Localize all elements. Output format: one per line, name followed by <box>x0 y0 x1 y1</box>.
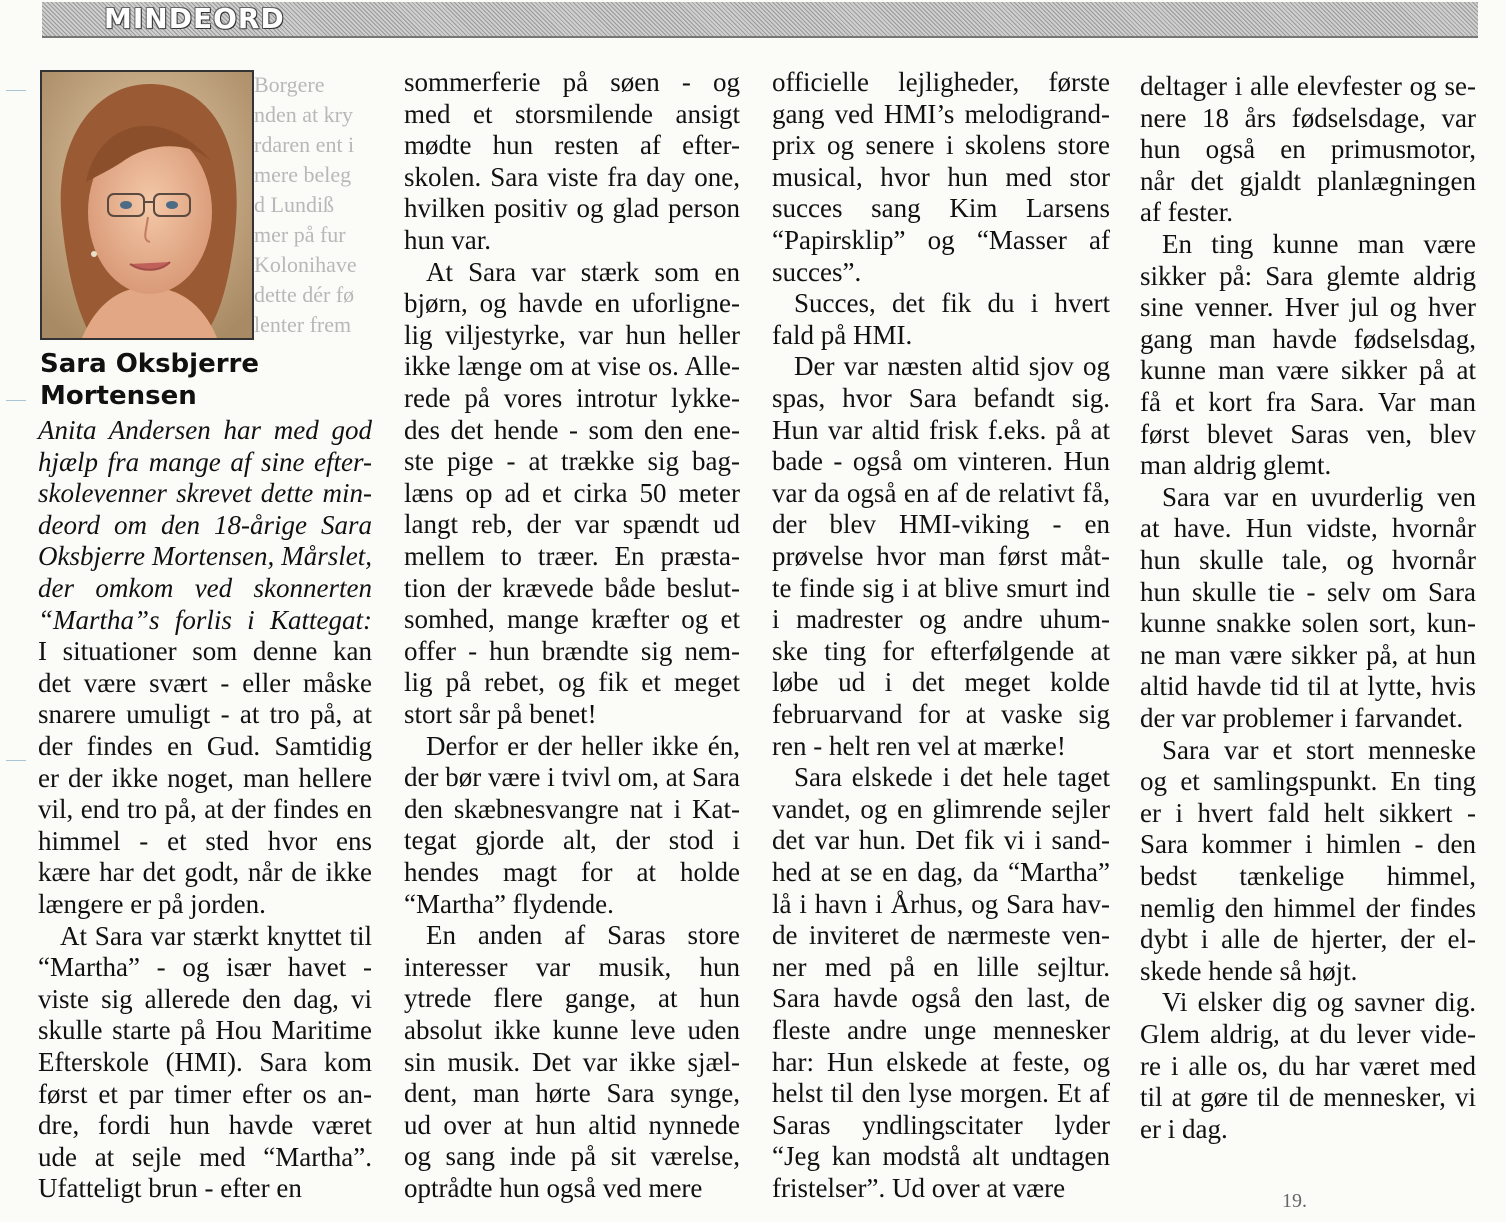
ghost-line: d Lundiß <box>254 192 335 217</box>
text-line: spas, hvor Sara befandt sig. <box>772 383 1110 413</box>
page-number: 19. <box>1282 1190 1307 1212</box>
ghost-line: Kolonihave <box>254 252 357 277</box>
text-line: “Martha”s forlis i Kattegat: <box>38 604 372 635</box>
text-line: få et kort fra Sara. Var man <box>1140 387 1476 417</box>
text-line: ne man være sikker på, at hun <box>1140 639 1476 670</box>
text-line: er i hvert fald helt sikkert - <box>1140 797 1476 828</box>
text-line: mødte hun resten af efter- <box>404 130 740 161</box>
text-line: prøvelse hvor man først måt- <box>772 541 1110 571</box>
text-line: En anden af Saras store <box>426 920 740 951</box>
ghost-line: lenter frem <box>254 312 352 336</box>
text-line: altid havde tid til at lytte, hvis <box>1140 671 1476 702</box>
text-line: hed at se en dag, da “Martha” <box>772 857 1110 887</box>
text-line: At Sara var stærkt knyttet til <box>60 920 372 951</box>
text-line: at have. Hun vidste, hvornår <box>1140 513 1476 544</box>
text-line: Vi elsker dig og savner dig. <box>1162 987 1476 1018</box>
text-line: viste sig allerede den dag, vi <box>38 983 372 1014</box>
text-line: “Jeg kan modstå alt undtagen <box>772 1141 1110 1172</box>
text-line: det være svært - eller måske <box>38 667 372 698</box>
text-line: februarvand for at vaske sig <box>772 699 1110 729</box>
text-line: ude at sejle med “Martha”. <box>38 1141 372 1172</box>
text-line: mellem to træer. En præsta- <box>404 541 740 571</box>
text-line: læns op ad et cirka 50 meter <box>404 477 740 508</box>
text-line: succes sang Kim Larsens <box>772 193 1110 224</box>
text-line: sommerferie på søen - og <box>404 67 740 97</box>
text-line: te finde sig i at blive smurt ind <box>772 572 1110 603</box>
text-line: dybt i alle de hjerter, der el- <box>1140 924 1476 955</box>
text-line: ren - helt ren vel at mærke! <box>772 730 1066 761</box>
text-line: bedst tænkelige himmel, <box>1140 861 1476 891</box>
text-line: hun skulle tale, og hvornår <box>1140 545 1476 575</box>
text-line: Sara kommer i himlen - den <box>1140 829 1476 860</box>
text-line: der omkom ved skonnerten <box>38 573 372 603</box>
text-line: Der var næsten altid sjov og <box>794 351 1110 382</box>
text-line: ytrede flere gange, at hun <box>404 983 740 1014</box>
text-line: skulle starte på Hou Maritime <box>38 1015 372 1046</box>
margin-mark <box>6 90 26 91</box>
text-line: succes”. <box>772 256 862 287</box>
text-line: rede på vores introtur lykke- <box>404 383 740 413</box>
text-line: Sara havde også den last, de <box>772 983 1110 1014</box>
text-line: nemlig den himmel der findes <box>1140 892 1476 923</box>
margin-mark <box>6 760 26 761</box>
text-line: når det gjaldt planlægningen <box>1140 165 1476 196</box>
text-line: i madrester og andre uhum- <box>772 604 1110 635</box>
text-line: skolen. Sara viste fra day one, <box>404 161 740 192</box>
bleed-through-text <box>254 70 384 336</box>
text-line: gang ved HMI’s melodigrand- <box>772 98 1110 129</box>
ghost-line: nden at kry <box>254 102 353 127</box>
text-line: I situationer som denne kan <box>38 636 372 667</box>
text-line: hun skulle tie - selv om Sara <box>1140 576 1476 607</box>
text-line: den skæbnesvangre nat i Kat- <box>404 793 740 824</box>
text-line: sin musik. Det var ikke sjæl- <box>404 1046 740 1077</box>
text-line: skolevenner skrevet dette min- <box>38 478 372 509</box>
ghost-line: rdaren ent i <box>254 132 355 157</box>
text-line: tion der krævede både beslut- <box>404 572 740 603</box>
text-line: ske ting for efterfølgende at <box>772 635 1110 666</box>
text-line: sikker på: Sara glemte aldrig <box>1140 260 1476 291</box>
text-line: først blevet Saras ven, blev <box>1140 418 1476 449</box>
portrait-photo <box>40 70 254 340</box>
text-line: var da også en af de relativt få, <box>772 477 1110 508</box>
text-line: Efterskole (HMI). Sara kom <box>38 1047 372 1077</box>
text-line: tegat gjorde alt, der stod i <box>404 825 740 856</box>
person-name-line-2: Mortensen <box>40 381 197 411</box>
text-line: først et par timer efter os an- <box>38 1078 372 1109</box>
text-line: offer - hun brændte sig nem- <box>404 635 740 666</box>
text-line: de inviteret de nærmeste ven- <box>772 920 1110 951</box>
text-line: bjørn, og havde en uforligne- <box>404 288 740 319</box>
text-line: der blev HMI-viking - en <box>772 509 1110 540</box>
text-line: helst til den lyse morgen. Et af <box>772 1078 1110 1109</box>
text-line: vil, end tro på, at der findes en <box>38 794 372 825</box>
text-line: re i alle os, du har været med <box>1140 1050 1476 1081</box>
ghost-line: mere beleg <box>254 162 352 187</box>
text-line: En ting kunne man være <box>1162 229 1476 259</box>
text-line: hun var. <box>404 225 491 255</box>
text-line: Glem aldrig, at du lever vide- <box>1140 1019 1476 1049</box>
person-name-line-1: Sara Oksbjerre <box>40 349 259 379</box>
text-line: Ufatteligt brun - efter en <box>38 1173 302 1204</box>
text-line: dent, man hørte Sara synge, <box>404 1078 740 1109</box>
text-line: Sara var et stort menneske <box>1162 734 1476 765</box>
text-line: Anita Andersen har med god <box>38 415 372 445</box>
text-line: “Martha” flydende. <box>404 888 614 919</box>
text-line: Hun var altid frisk f.eks. på at <box>772 414 1110 445</box>
text-line: des det hende - som den ene- <box>404 414 740 445</box>
text-line: hun også en primusmotor, <box>1140 134 1476 165</box>
text-line: hjælp fra mange af sine efter- <box>38 446 372 477</box>
section-header-label: MINDEORD <box>104 2 285 35</box>
text-line: til at gøre til de mennesker, vi <box>1140 1082 1476 1113</box>
text-line: ikke længe om at vise os. Alle- <box>404 351 740 382</box>
text-line: dre, fordi hun havde været <box>38 1110 372 1141</box>
text-line: fleste andre unge mennesker <box>772 1015 1110 1045</box>
text-line: ner med på en lille sejltur. <box>772 951 1110 982</box>
text-line: gang man havde fødselsdag, <box>1140 323 1476 354</box>
text-line: prix og senere i skolens store <box>772 130 1110 161</box>
portrait-illustration <box>42 72 252 338</box>
text-line: optrådte hun også ved mere <box>404 1173 703 1203</box>
text-line: fald på HMI. <box>772 319 913 350</box>
text-line: “Papirsklip” og “Masser af <box>772 225 1110 255</box>
text-line: har: Hun elskede at feste, og <box>772 1046 1110 1077</box>
text-line: kunne man være sikker på at <box>1140 355 1476 386</box>
text-line: det var hun. Det fik vi i sand- <box>772 825 1110 856</box>
margin-mark <box>6 400 26 401</box>
text-line: At Sara var stærk som en <box>426 256 740 287</box>
text-line: interesser var musik, hun <box>404 951 740 982</box>
text-line: deord om den 18-årige Sara <box>38 509 372 540</box>
text-line: snarere umuligt - at tro på, at <box>38 699 372 730</box>
text-line: musical, hvor hun med stor <box>772 161 1110 192</box>
text-line: med et storsmilende ansigt <box>404 98 740 129</box>
text-line: ud over at hun altid nynnede <box>404 1109 740 1140</box>
text-line: fristelser”. Ud over at være <box>772 1173 1066 1203</box>
text-line: Sara elskede i det hele taget <box>794 762 1110 793</box>
ghost-line: Borgere <box>254 72 325 97</box>
text-line: er der ikke noget, man hellere <box>38 762 372 793</box>
text-line: af fester. <box>1140 197 1233 228</box>
text-line: man aldrig glemt. <box>1140 450 1332 481</box>
text-line: somhed, mange kræfter og et <box>404 604 740 635</box>
text-line: stort sår på benet! <box>404 699 597 729</box>
text-line: skede hende så højt. <box>1140 955 1358 986</box>
text-line: vandet, og en glimrende sejler <box>772 793 1110 824</box>
text-line: og et samlingspunkt. En ting <box>1140 766 1476 797</box>
text-line: lig viljestyrke, var hun heller <box>404 319 740 350</box>
text-line: Oksbjerre Mortensen, Mårslet, <box>38 541 372 572</box>
text-line: Saras yndlingscitater lyder <box>772 1109 1110 1140</box>
text-line: og sang inde på sit værelse, <box>404 1141 740 1172</box>
text-line: løbe ud i det meget kolde <box>772 667 1110 698</box>
ghost-line: dette dér fø <box>254 282 355 307</box>
text-line: himmel - et sted hvor ens <box>38 825 372 856</box>
text-line: deltager i alle elevfester og se- <box>1140 71 1476 101</box>
text-line: “Martha” - og især havet - <box>38 952 372 983</box>
text-line: absolut ikke kunne leve uden <box>404 1015 740 1045</box>
text-line: Succes, det fik du i hvert <box>794 288 1110 319</box>
text-line: længere er på jorden. <box>38 889 266 919</box>
text-line: der bør være i tvivl om, at Sara <box>404 762 740 793</box>
text-line: lig på rebet, og fik et meget <box>404 667 740 698</box>
text-line: bade - også om vinteren. Hun <box>772 446 1110 477</box>
text-line: der var problemer i farvandet. <box>1140 703 1464 733</box>
text-line: kære har det godt, når de ikke <box>38 857 372 888</box>
text-line: Derfor er der heller ikke én, <box>426 730 740 761</box>
text-line: officielle lejligheder, første <box>772 67 1110 97</box>
text-line: kunne snakke solen sort, kun- <box>1140 608 1476 639</box>
text-line: lå i havn i Århus, og Sara hav- <box>772 888 1110 919</box>
text-line: sine venner. Hver jul og hver <box>1140 292 1476 323</box>
section-header-band <box>42 2 1478 38</box>
text-line: Sara var en uvurderlig ven <box>1162 481 1476 512</box>
ghost-line: mer på fur <box>254 222 346 247</box>
text-line: der findes en Gud. Samtidig <box>38 731 372 761</box>
text-line: nere 18 års fødselsdage, var <box>1140 102 1476 133</box>
text-line: langt reb, der var spændt ud <box>404 509 740 540</box>
text-line: er i dag. <box>1140 1113 1228 1144</box>
text-line: hendes magt for at holde <box>404 857 740 887</box>
text-line: ste pige - at trække sig bag- <box>404 446 740 477</box>
text-line: hvilken positiv og glad person <box>404 193 740 224</box>
